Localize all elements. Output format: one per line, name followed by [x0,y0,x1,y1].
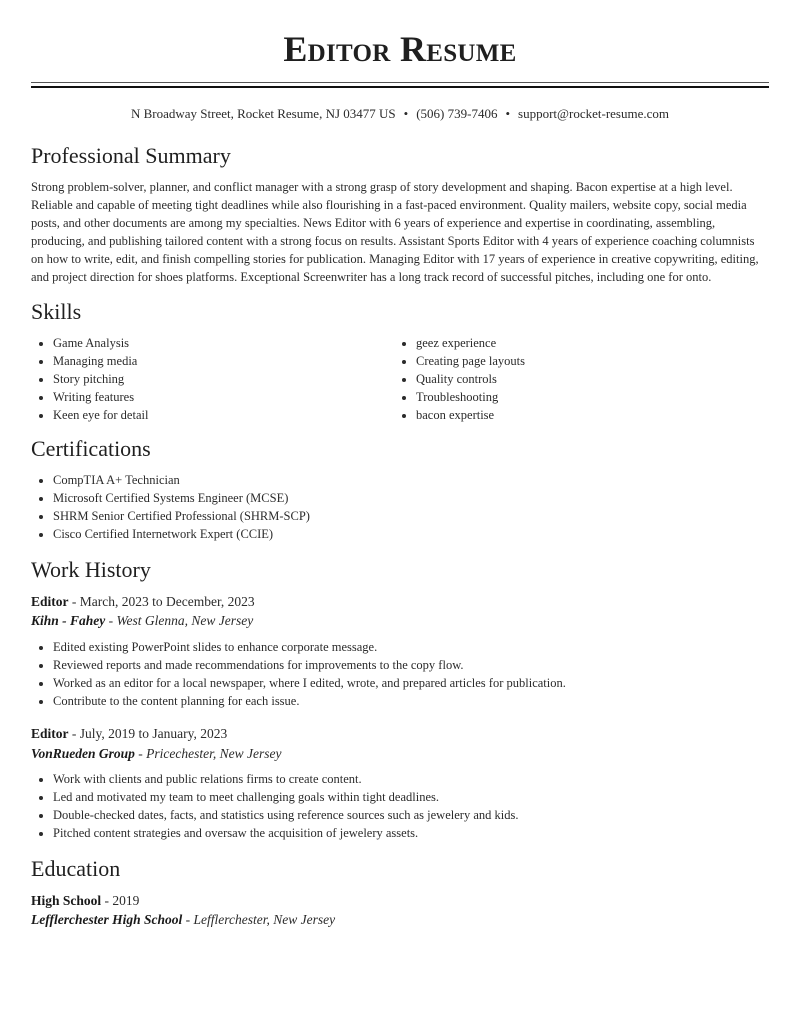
job-location: - West Glenna, New Jersey [105,613,254,628]
job-bullets [31,639,566,711]
job-dates: - March, 2023 to December, 2023 [68,594,255,609]
skills-list-right [394,335,525,425]
job-dates: - July, 2019 to January, 2023 [68,726,228,741]
resume-title: Editor Resume [283,29,517,69]
header-rule-thick [31,86,769,88]
education-location: - Lefflerchester, New Jersey [182,912,336,927]
contact-address: N Broadway Street, Rocket Resume, NJ 03477 US [130,106,396,121]
header-rule-thin [31,82,769,83]
certification-item: • SHRM Senior Certified Professional (SHRM-SCP) [53,508,310,526]
job-bullet: • Contribute to the content planning for each issue. [53,693,566,711]
contact-separator: • [505,106,511,121]
job-bullet: • Edited existing PowerPoint slides to enhance corporate message. [53,639,566,657]
job-company-line [31,612,253,630]
job-bullet: • Worked as an editor for a local newspaper, where I edited, wrote, and prepared articles for publication. [53,675,566,693]
job-bullet: • Led and motivated my team to meet challenging goals within tight deadlines. [53,789,518,807]
contact-phone: (506) 739-7406 [416,106,498,121]
certification-item: • Cisco Certified Internetwork Expert (CCIE) [53,526,310,544]
skill-item: • Troubleshooting [416,389,525,407]
skill-item: • Game Analysis [53,335,148,353]
education-school: Lefflerchester High School [31,912,183,927]
job-bullets [31,771,518,843]
job-location: - Pricechester, New Jersey [134,746,282,761]
skill-item: • Quality controls [416,371,525,389]
job-bullet: • Work with clients and public relations firms to create content. [53,771,518,789]
job-bullet: • Reviewed reports and made recommendations for improvements to the copy flow. [53,657,566,675]
skill-item: • Creating page layouts [416,353,525,371]
job-bullet: • Double-checked dates, facts, and statistics using reference sources such as jewelery and kids. [53,807,518,825]
skill-item: • Managing media [53,353,148,371]
job-title-line [31,725,227,743]
contact-separator: • [403,106,409,121]
section-heading-education: Education [31,856,121,881]
section-heading-skills: Skills [31,299,82,324]
job-company: Kihn - Fahey [31,613,106,628]
skill-item: • Writing features [53,389,148,407]
education-school-line [31,911,335,929]
section-heading-summary: Professional Summary [31,143,231,168]
summary-text: Strong problem-solver, planner, and conflict manager with a strong grasp of story development and shaping. Bacon expertise at a high level. Reliable and capable of meeting tight deadlines while also flourishing in a fast-paced environment. Quality mailers, website copy, social media posts, and other documents are among my specialties. News Editor with 6 years of experience and expertise in coordinating, assembling, producing, and publishing tailored content with a strong focus on results. Assistant Sports Editor with 4 years of experience coaching columnists on how to write, edit, and finish compelling stories for publication. Managing Editor with 17 years of experience in creative copywriting, editing, and project direction for shoes platforms. Exceptional Screenwriter has a long track record of successful pitches, including one for onto. [31,180,759,284]
education-degree-line [31,892,139,910]
certifications-list [31,472,310,544]
skills-list-left [31,335,148,425]
job-title: Editor [31,726,69,741]
skill-item: • geez experience [416,335,525,353]
job-title-line [31,593,255,611]
job-bullet: • Pitched content strategies and oversaw the acquisition of jewelery assets. [53,825,518,843]
education-degree: High School [31,893,102,908]
skill-item: • Story pitching [53,371,148,389]
contact-email: support@rocket-resume.com [518,106,669,121]
job-company-line [31,745,282,763]
contact-line [31,105,769,122]
education-year: - 2019 [101,893,140,908]
certification-item: • Microsoft Certified Systems Engineer (MCSE) [53,490,310,508]
job-company: VonRueden Group [31,746,135,761]
skill-item: • bacon expertise [416,407,525,425]
certification-item: • CompTIA A+ Technician [53,472,310,490]
section-heading-work-history: Work History [31,557,151,582]
skill-item: • Keen eye for detail [53,407,148,425]
job-title: Editor [31,594,69,609]
section-heading-certifications: Certifications [31,436,151,461]
